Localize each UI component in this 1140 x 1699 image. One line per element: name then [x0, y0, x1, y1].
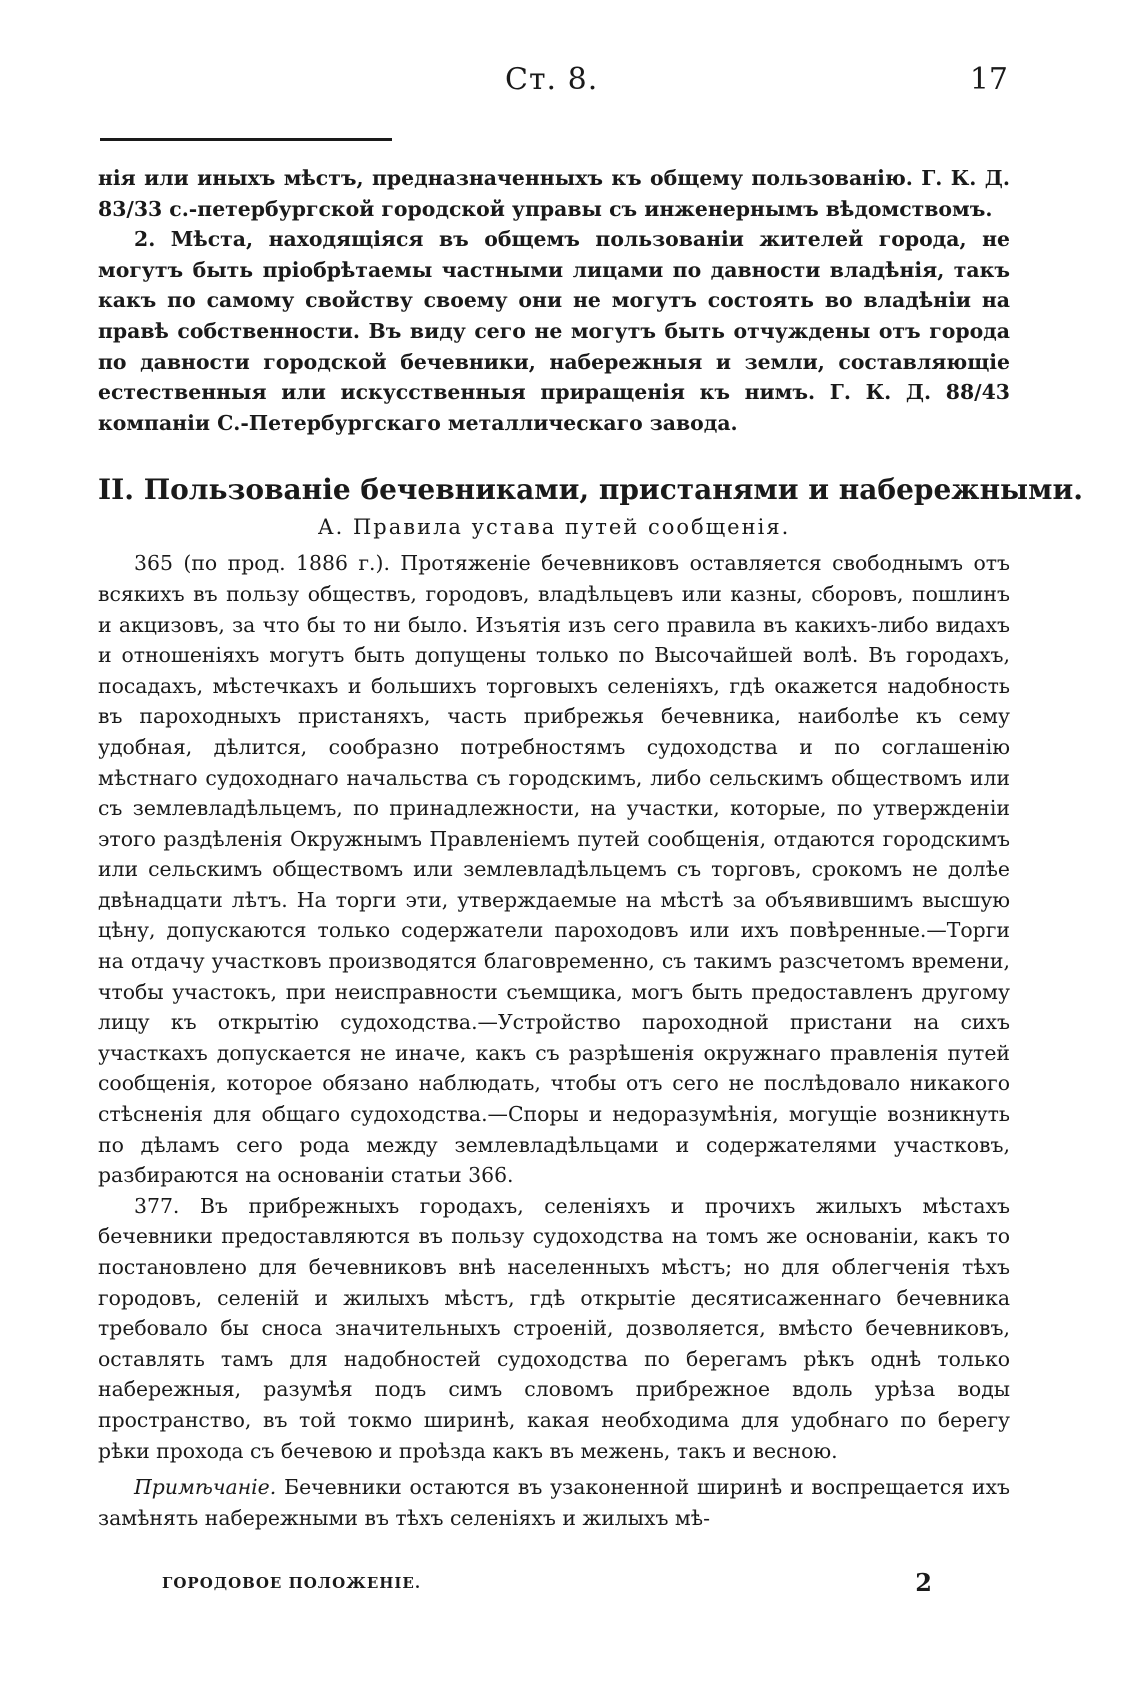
header-title: Ст. 8. [505, 62, 599, 97]
note-text: Бечевники остаются въ узаконенной ширинѣ и воспрещается ихъ замѣнять набережными въ тѣхъ селеніяхъ и жилыхъ мѣ- [98, 1475, 1010, 1530]
paragraph-continued: нія или иныхъ мѣстъ, предназначенныхъ къ общему пользованію. Г. К. Д. 83/33 с.-петербургской городской управы съ инженернымъ вѣдомствомъ. [98, 166, 1010, 221]
page-footer [162, 1568, 932, 1600]
paragraph-2 [98, 224, 1010, 438]
page-number: 17 [969, 62, 1008, 97]
article-365: 365 (по прод. 1886 г.). Протяженіе бечевниковъ оставляется свободнымъ отъ всякихъ въ пользу обществъ, городовъ, владѣльцевъ или казны, сборовъ, пошлинъ и акцизовъ, за что бы то ни было. Изъятія изъ сего правила въ какихъ-либо видахъ и отношеніяхъ могутъ быть допущены только по Высочайшей волѣ. Въ городахъ, посадахъ, мѣстечкахъ и большихъ торговыхъ селеніяхъ, гдѣ окажется надобность въ пароходныхъ пристаняхъ, часть прибрежья бечевника, наиболѣе къ сему удобная, дѣлится, сообразно потребностямъ судоходства и по соглашенію мѣстнаго судоходнаго начальства съ городскимъ, либо сельскимъ обществомъ или съ землевладѣльцемъ, по принадлежности, на участки, которые, по утвержденіи этого раздѣленія Окружнымъ Правленіемъ путей сообщенія, отдаются городскимъ или сельскимъ обществомъ или землевладѣльцемъ съ торговъ, срокомъ не долѣе двѣнадцати лѣтъ. На торги эти, утверждаемые на мѣстѣ за объявившимъ высшую цѣну, допускаются только содержатели пароходовъ или ихъ повѣренные.—Торги на отдачу участковъ производятся благовременно, съ такимъ разсчетомъ времени, чтобы участокъ, при неисправности съемщика, могъ быть предоставленъ другому лицу къ открытію судоходства.—Устройство пароходной пристани на сихъ участкахъ допускается не иначе, какъ съ разрѣшенія окружнаго правленія путей сообщенія, которое обязано наблюдать, чтобы отъ сего не послѣдовало никакого стѣсненія для общаго судоходства.—Споры и недоразумѣнія, могущіе возникнуть по дѣламъ сего рода между землевладѣльцами и содержателями участковъ, разбираются на основаніи статьи 366. [98, 551, 1010, 1188]
section-heading: II. Пользованіе бечевниками, пристанями и набережными. [98, 473, 1083, 507]
paragraph-2-text: Мѣста, находящіяся въ общемъ пользованіи жителей города, не могутъ быть пріобрѣтаемы частными лицами по давности владѣнія, такъ какъ по самому свойству своему они не могутъ состоять во владѣніи на правѣ собственности. Въ виду сего не могутъ быть отчуждены отъ города по давности городской бечевники, набережныя и земли, составляющіе естественныя или искусственныя приращенія къ нимъ. Г. К. Д. 88/43 компаніи С.-Петербургскаго металлическаго завода. [98, 227, 1010, 435]
running-header [0, 62, 1140, 102]
section-subheading: А. Правила устава путей сообщенія. [317, 515, 791, 540]
article-377: 377. Въ прибрежныхъ городахъ, селеніяхъ и прочихъ жилыхъ мѣстахъ бечевники предоставляются въ пользу судоходства на томъ же основаніи, какъ то постановлено для бечевниковъ внѣ населенныхъ мѣстъ; но для облегченія тѣхъ городовъ, селеній и жилыхъ мѣстъ, гдѣ открытіе десятисаженнаго бечевника требовало бы сноса значительныхъ строеній, дозволяется, вмѣсто бечевниковъ, оставлять тамъ для надобностей судоходства по берегамъ рѣкъ однѣ только набережныя, разумѣя подъ симъ словомъ прибрежное вдоль урѣза воды пространство, въ той токмо ширинѣ, какая необходима для удобнаго по берегу рѣки прохода съ бечевою и проѣзда какъ въ межень, такъ и весною. [98, 1193, 1010, 1463]
signature-mark: ГОРОДОВОЕ ПОЛОЖЕНІЕ. [162, 1574, 422, 1592]
paragraph-2-number: 2. [134, 227, 156, 252]
signature-number: 2 [915, 1568, 932, 1597]
note-label: Примѣчаніе. [134, 1475, 277, 1500]
main-text [98, 163, 1083, 1533]
header-rule [100, 138, 392, 141]
note-paragraph [98, 1472, 1010, 1533]
